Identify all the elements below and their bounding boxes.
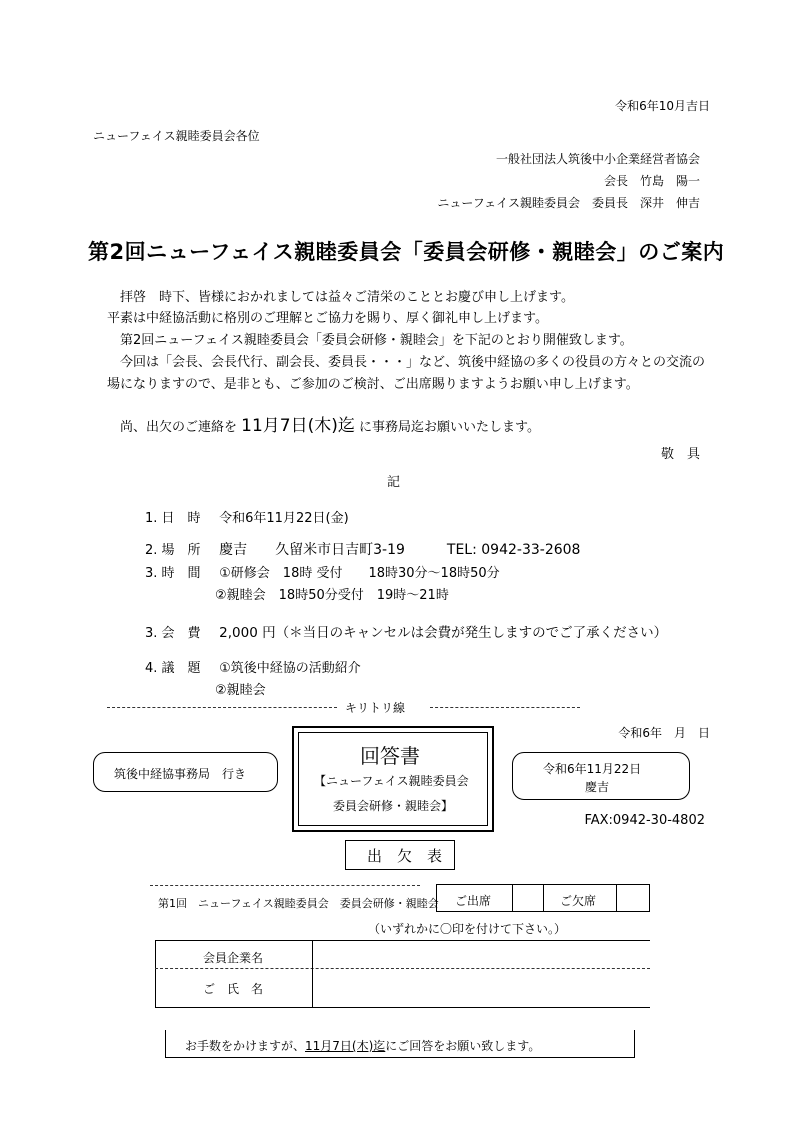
detail-label: 4. 議 題 [145, 661, 201, 676]
body-line-4: 今回は「会長、会長代行、副会長、委員長・・・」など、筑後中経協の多くの役員の方々との交流の [120, 355, 706, 370]
page-title: 第2回ニューフェイス親睦委員会「委員会研修・親睦会」のご案内 [88, 240, 725, 264]
attend-option[interactable]: ご出席 [455, 894, 492, 908]
recipient: ニューフェイス親睦委員会各位 [93, 129, 260, 143]
detail-label: 2. 場 所 [145, 543, 201, 558]
addressee: 筑後中経協事務局 行き [114, 767, 247, 781]
event-place: 慶吉 [585, 780, 610, 794]
detail-value: 令和6年11月22日(金) [219, 511, 349, 526]
detail-agenda [145, 657, 361, 676]
company-input[interactable] [320, 948, 640, 964]
reply-date: 令和6年 月 日 [618, 726, 710, 740]
reply-subtitle-2: 委員会研修・親睦会】 [333, 799, 454, 813]
detail-date [145, 507, 349, 526]
rsvp-suffix: に事務局迄お願いいたします。 [359, 420, 540, 435]
footer-note [185, 1037, 540, 1054]
name-input[interactable] [320, 978, 640, 998]
cut-line-right [430, 707, 580, 708]
closing: 敬 具 [660, 447, 700, 462]
detail-value: 慶吉 久留米市日吉町3-19 TEL: 0942-33-2608 [219, 542, 581, 558]
absent-option[interactable]: ご欠席 [560, 894, 597, 908]
body-line-1: 拝啓 時下、皆様におかれましては益々ご清栄のこととお慶び申し上げます。 [120, 290, 574, 305]
member-info-vdivider [312, 940, 313, 1008]
detail-time [145, 562, 500, 581]
cut-line-left [107, 707, 337, 708]
document-date: 令和6年10月吉日 [615, 99, 710, 113]
detail-label: 3. 会 費 [145, 626, 201, 641]
organization-name: 一般社団法人筑後中小企業経営者協会 [495, 152, 700, 166]
detail-agenda-2: ②親睦会 [215, 683, 266, 698]
member-info-divider [155, 968, 650, 969]
name-label: ご 氏 名 [203, 982, 264, 996]
footer-prefix: お手数をかけますが、 [185, 1039, 306, 1053]
detail-time-2: ②親睦会 18時50分受付 19時～21時 [215, 588, 449, 603]
detail-value: 2,000 円（＊当日のキャンセルは会費が発生しますのでご了承ください） [219, 625, 668, 641]
reply-subtitle-1: 【ニューフェイス親睦委員会 [314, 774, 469, 788]
cut-line-label: キリトリ線 [345, 701, 406, 715]
detail-value: ①筑後中経協の活動紹介 [219, 661, 361, 676]
event-row-label: 第1回 ニューフェイス親睦委員会 委員会研修・親睦会 [158, 897, 439, 910]
body-line-5: 場になりますので、是非とも、ご参加のご検討、ご出席賜りますようお願い申し上げます。 [107, 377, 639, 392]
reply-title: 回答書 [360, 744, 420, 768]
choice-divider-2 [543, 884, 544, 912]
footer-suffix: にご回答をお願い致します。 [385, 1039, 541, 1053]
choice-divider-1 [512, 884, 513, 912]
attendance-dash-top [150, 885, 420, 886]
company-label: 会員企業名 [203, 951, 264, 965]
footer-deadline: 11月7日(木)迄 [305, 1039, 386, 1053]
president-name: 会長 竹島 陽一 [603, 174, 700, 188]
body-line-2: 平素は中経協活動に格別のご理解とご協力を賜り、厚く御礼申し上げます。 [107, 311, 548, 326]
rsvp-line [120, 411, 540, 436]
rsvp-prefix: 尚、出欠のご連絡を [120, 420, 238, 435]
detail-fee [145, 621, 667, 641]
detail-place [145, 539, 580, 559]
detail-value: ①研修会 18時 受付 18時30分～18時50分 [219, 566, 500, 581]
attendance-title: 出 欠 表 [367, 847, 443, 865]
choice-note: （いずれかに〇印を付けて下さい。） [368, 922, 567, 936]
choice-divider-3 [616, 884, 617, 912]
committee-chair: ニューフェイス親睦委員会 委員長 深井 伸吉 [437, 196, 700, 210]
detail-label: 1. 日 時 [145, 511, 201, 526]
detail-label: 3. 時 間 [145, 566, 201, 581]
ki-heading: 記 [387, 475, 401, 490]
rsvp-deadline: 11月7日(木)迄 [241, 416, 355, 436]
fax-number: FAX:0942-30-4802 [584, 813, 705, 828]
body-line-3: 第2回ニューフェイス親睦委員会「委員会研修・親睦会」を下記のとおり開催致します。 [120, 333, 633, 348]
event-date: 令和6年11月22日 [543, 762, 642, 776]
